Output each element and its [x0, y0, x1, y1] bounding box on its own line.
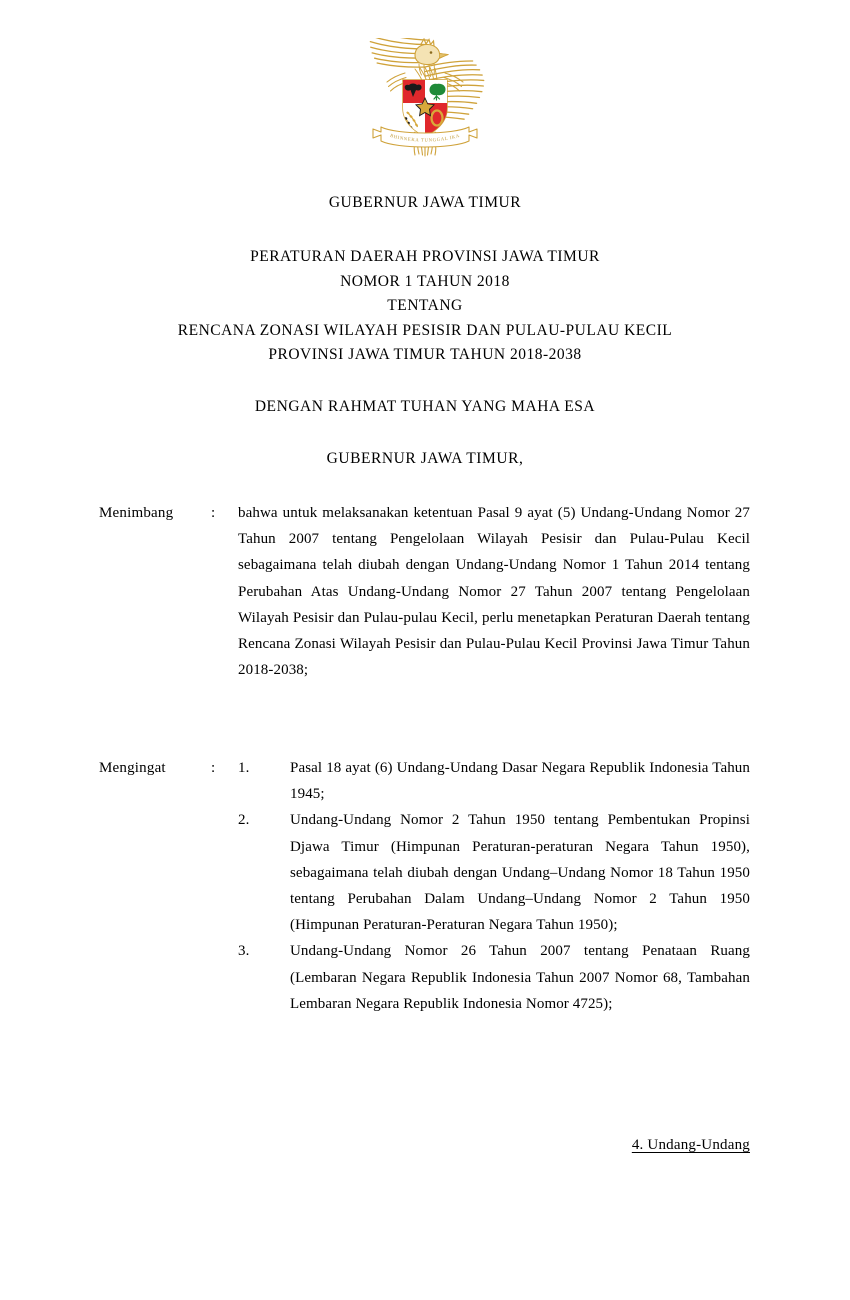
page-title-gubernur: GUBERNUR JAWA TIMUR [328, 194, 522, 211]
list-item-number: 1. [238, 760, 250, 776]
signatory-heading: GUBERNUR JAWA TIMUR, [326, 450, 524, 467]
menimbang-body [238, 500, 750, 683]
mengingat-list [238, 755, 750, 1017]
list-item [238, 938, 750, 1017]
garuda-pancasila-icon [351, 38, 499, 163]
page-catchword [0, 1137, 750, 1154]
menimbang-label: Menimbang [99, 505, 174, 521]
title-line-period: PROVINSI JAWA TIMUR TAHUN 2018-2038 [268, 346, 582, 363]
emblem-container [0, 38, 850, 163]
title-line-tentang: TENTANG [387, 297, 463, 314]
title-line-subject: RENCANA ZONASI WILAYAH PESISIR DAN PULAU-PULAU KECIL [177, 321, 673, 339]
motto-text: BHINNEKA TUNGGAL IKA [389, 133, 461, 144]
mengingat-label: Mengingat [99, 760, 166, 776]
list-item-number: 2. [238, 812, 250, 829]
menimbang-colon: : [211, 505, 216, 521]
list-item-text: Undang-Undang Nomor 26 Tahun 2007 tentang Penataan Ruang (Lembaran Negara Republik Indonesia Tahun 2007 Nomor 68, Tambahan Lembaran Negara Republik Indonesia Nomor 4725); [290, 943, 750, 1012]
list-item-number: 3. [238, 943, 250, 960]
title-line-peraturan: PERATURAN DAERAH PROVINSI JAWA TIMUR [250, 248, 600, 265]
catchword-text: 4. Undang-Undang [631, 1137, 750, 1153]
clause-mengingat [99, 755, 750, 1017]
pancasila-shield [401, 78, 450, 139]
list-item [238, 755, 750, 807]
list-item-text: Undang-Undang Nomor 2 Tahun 1950 tentang Pembentukan Propinsi Djawa Timur (Himpunan Peraturan-peraturan Negara Tahun 1950), sebagaimana telah diubah dengan Undang–Undang Nomor 18 Tahun 1950 tentang Perubahan Dalam Undang–Undang Nomor 2 Tahun 1950 (Himpunan Peraturan-Peraturan Negara Tahun 1950); [290, 812, 750, 934]
list-item [238, 807, 750, 938]
clause-menimbang [99, 500, 750, 683]
invocation-line: DENGAN RAHMAT TUHAN YANG MAHA ESA [254, 398, 596, 415]
mengingat-body [238, 755, 750, 1017]
mengingat-colon: : [211, 760, 216, 776]
list-item-text: Pasal 18 ayat (6) Undang-Undang Dasar Negara Republik Indonesia Tahun 1945; [290, 760, 750, 803]
menimbang-paragraph: bahwa untuk melaksanakan ketentuan Pasal 9 ayat (5) Undang-Undang Nomor 27 Tahun 2007 tentang Pengelolaan Wilayah Pesisir dan Pulau-Pulau Kecil sebagaimana telah diubah dengan Undang-Undang Nomor 1 Tahun 2014 tentang Perubahan Atas Undang-Undang Nomor 27 Tahun 2007 tentang Pengelolaan Wilayah Pesisir dan Pulau-pulau Kecil, perlu menetapkan Peraturan Daerah tentang Rencana Zonasi Wilayah Pesisir dan Pulau-Pulau Kecil Provinsi Jawa Timur Tahun 2018-2038; [238, 505, 750, 679]
regulation-title-block [0, 245, 850, 368]
title-line-nomor: NOMOR 1 TAHUN 2018 [340, 272, 510, 290]
